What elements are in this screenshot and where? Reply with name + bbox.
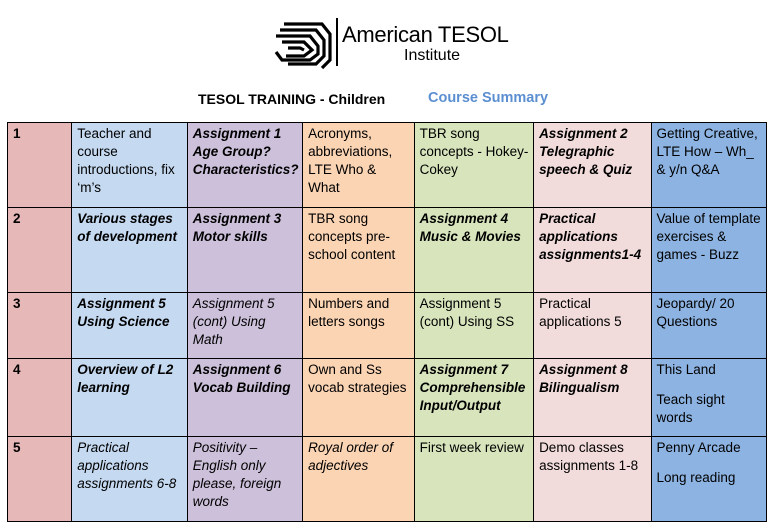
table-cell: TBR song concepts - Hokey-Cokey [414,123,533,208]
cell-line: Long reading [656,470,736,485]
table-cell: TBR song concepts pre-school content [303,208,414,293]
cell-line: This Land [656,362,716,377]
tesol-emblem-icon [274,16,332,70]
table-cell: Assignment 5 Using Science [72,293,187,359]
table-cell: Practical applications assignments1-4 [534,208,651,293]
page-subtitle: Course Summary [428,90,549,106]
cell-line: Penny Arcade [656,440,741,455]
row-number: 3 [8,293,72,359]
logo-name: American TESOL [342,22,509,47]
table-cell: Assignment 5 (cont) Using SS [414,293,533,359]
row-number: 4 [8,359,72,437]
row-number: 5 [8,437,72,522]
table-cell: Acronyms, abbreviations, LTE Who & What [303,123,414,208]
table-row [8,208,767,293]
table-cell: Practical applications assignments 6-8 [72,437,187,522]
logo-divider [336,18,338,66]
table-cell: Assignment 4 Music & Movies [414,208,533,293]
table-cell: Assignment 6 Vocab Building [187,359,302,437]
table-cell: Jeopardy/ 20 Questions [651,293,766,359]
table-cell: Getting Creative, LTE How – Wh_ & y/n Q&A [651,123,766,208]
table-cell: Teacher and course introductions, fix ‘m’s [72,123,187,208]
table-cell: Value of template exercises & games - Buzz [651,208,766,293]
table-cell: Assignment 8 Bilingualism [534,359,651,437]
table-row [8,293,767,359]
table-cell: Numbers and letters songs [303,293,414,359]
course-summary-table [7,122,767,522]
table-cell: Various stages of development [72,208,187,293]
table-cell: Assignment 3 Motor skills [187,208,302,293]
table-cell: Overview of L2 learning [72,359,187,437]
row-number: 1 [8,123,72,208]
table-cell [651,359,766,437]
logo-subtitle: Institute [404,47,461,64]
table-row [8,437,767,522]
table-cell: Assignment 1 Age Group? Characteristics? [187,123,302,208]
table-row [8,123,767,208]
table-cell: Positivity – English only please, foreign words [187,437,302,522]
table-cell: Assignment 2 Telegraphic speech & Quiz [534,123,651,208]
title-row [0,90,771,110]
table-cell: Assignment 7 Comprehensible Input/Output [414,359,533,437]
cell-line: Teach sight words [656,392,725,425]
page-title: TESOL TRAINING - Children [198,91,386,107]
table-row [8,359,767,437]
table-cell: Demo classes assignments 1-8 [534,437,651,522]
table-cell: First week review [414,437,533,522]
american-tesol-logo [272,14,509,74]
table-cell: Assignment 5 (cont) Using Math [187,293,302,359]
row-number: 2 [8,208,72,293]
table-cell: Royal order of adjectives [303,437,414,522]
table-cell: Own and Ss vocab strategies [303,359,414,437]
table-cell [651,437,766,522]
table-cell: Practical applications 5 [534,293,651,359]
